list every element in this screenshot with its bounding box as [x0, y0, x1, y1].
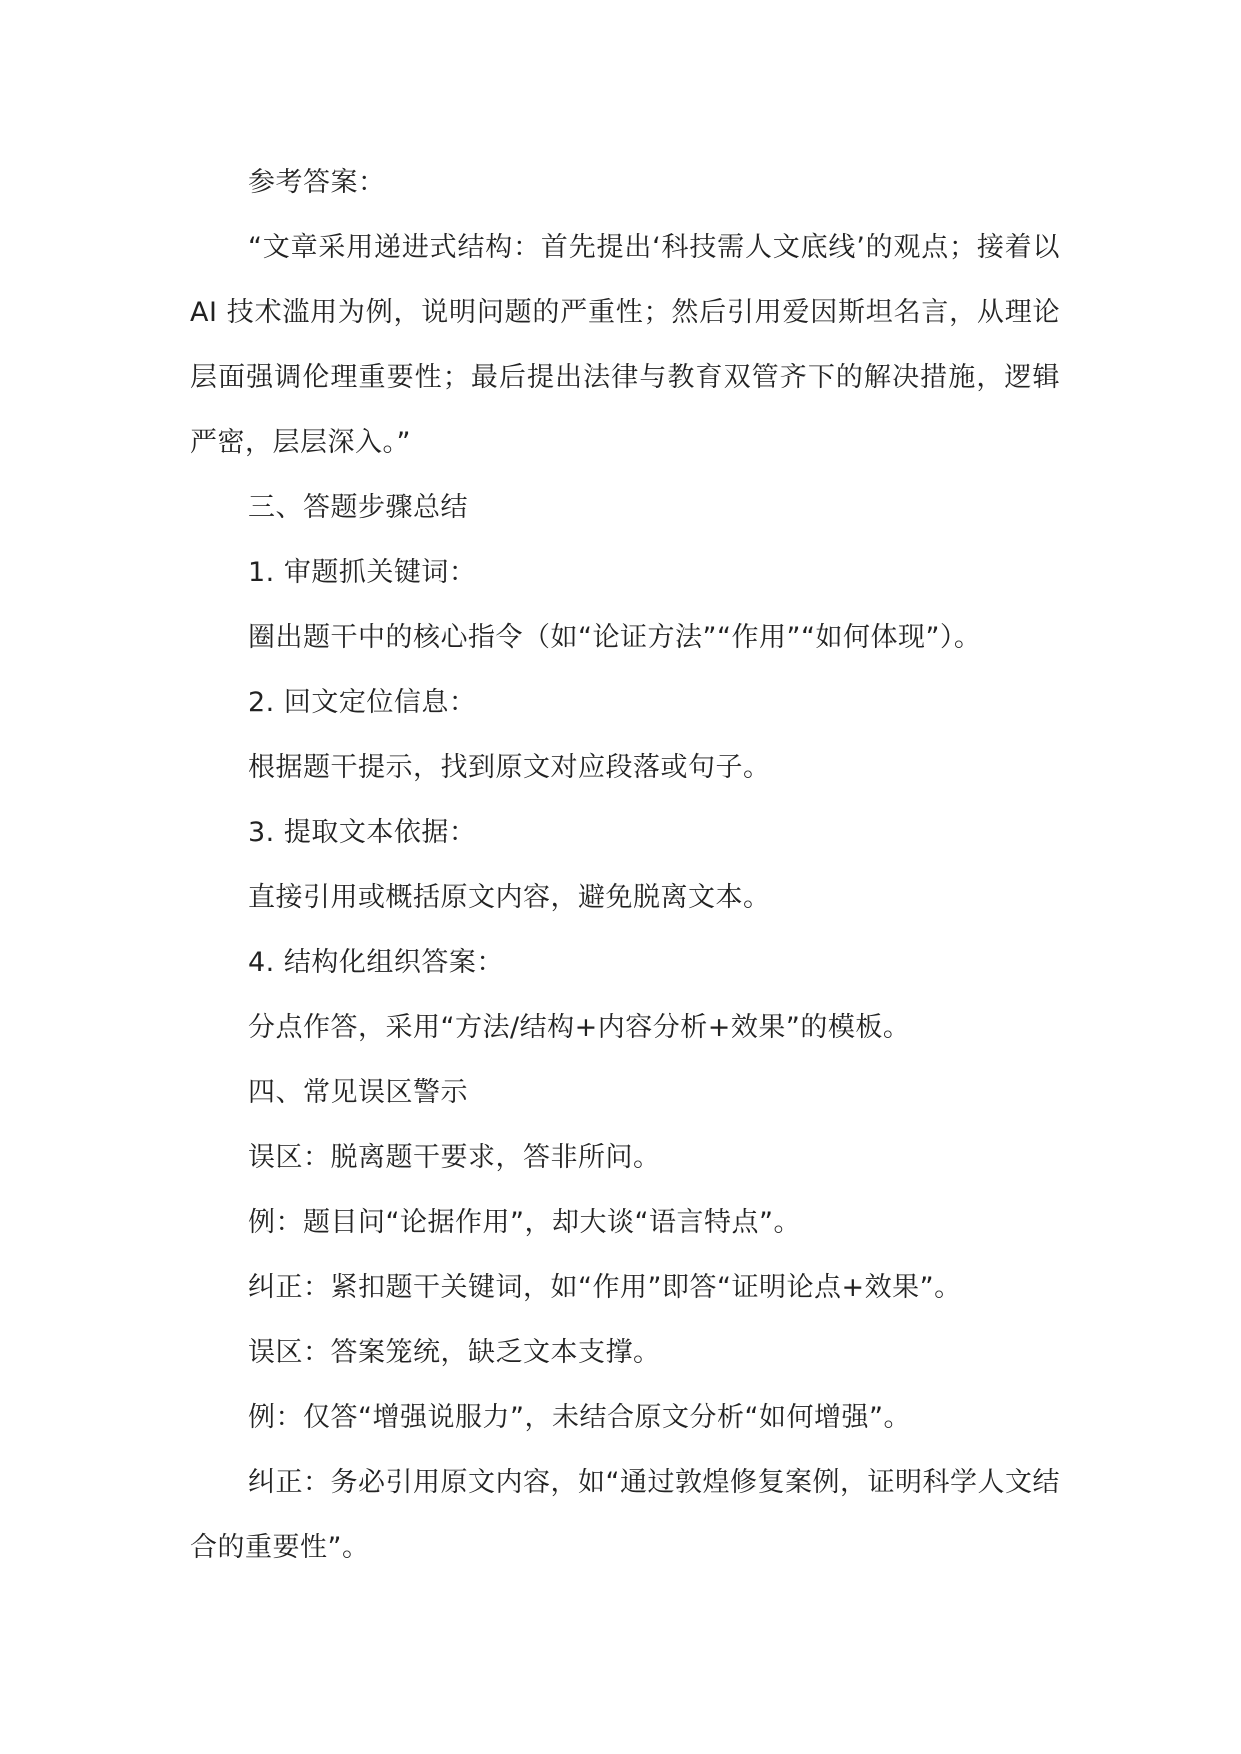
section-heading-mistakes: 四、常见误区警示 [248, 1077, 468, 1108]
mistake-1-example: 例：题目问“论据作用”，却大谈“语言特点”。 [248, 1207, 801, 1238]
step-3-title: 3. 提取文本依据： [248, 817, 477, 848]
step-3-text: 直接引用或概括原文内容，避免脱离文本。 [248, 882, 771, 913]
step-1-title: 1. 审题抓关键词： [248, 557, 477, 588]
mistake-2: 误区：答案笼统，缺乏文本支撑。 [248, 1337, 661, 1368]
mistake-2-example: 例：仅答“增强说服力”，未结合原文分析“如何增强”。 [248, 1402, 911, 1433]
section-heading-steps: 三、答题步骤总结 [248, 492, 468, 523]
mistake-1: 误区：脱离题干要求，答非所问。 [248, 1142, 661, 1173]
document-body [190, 150, 1070, 1580]
mistake-1-correction: 纠正：紧扣题干关键词，如“作用”即答“证明论点+效果”。 [248, 1272, 962, 1303]
step-4-text: 分点作答，采用“方法/结构+内容分析+效果”的模板。 [248, 1012, 911, 1043]
step-2-text: 根据题干提示，找到原文对应段落或句子。 [248, 752, 771, 783]
mistake-2-correction: 纠正：务必引用原文内容，如“通过敦煌修复案例，证明科学人文结合的重要性”。 [190, 1467, 1060, 1563]
step-4-title: 4. 结构化组织答案： [248, 947, 504, 978]
answer-label: 参考答案： [248, 167, 386, 198]
step-1-text: 圈出题干中的核心指令（如“论证方法”“作用”“如何体现”）。 [248, 622, 982, 653]
reference-answer-text: “文章采用递进式结构：首先提出‘科技需人文底线’的观点；接着以 AI 技术滥用为例，说明问题的严重性；然后引用爱因斯坦名言，从理论层面强调伦理重要性；最后提出法律与教育双管齐下的解决措施，逻辑严密，层层深入。” [190, 232, 1070, 458]
step-2-title: 2. 回文定位信息： [248, 687, 477, 718]
